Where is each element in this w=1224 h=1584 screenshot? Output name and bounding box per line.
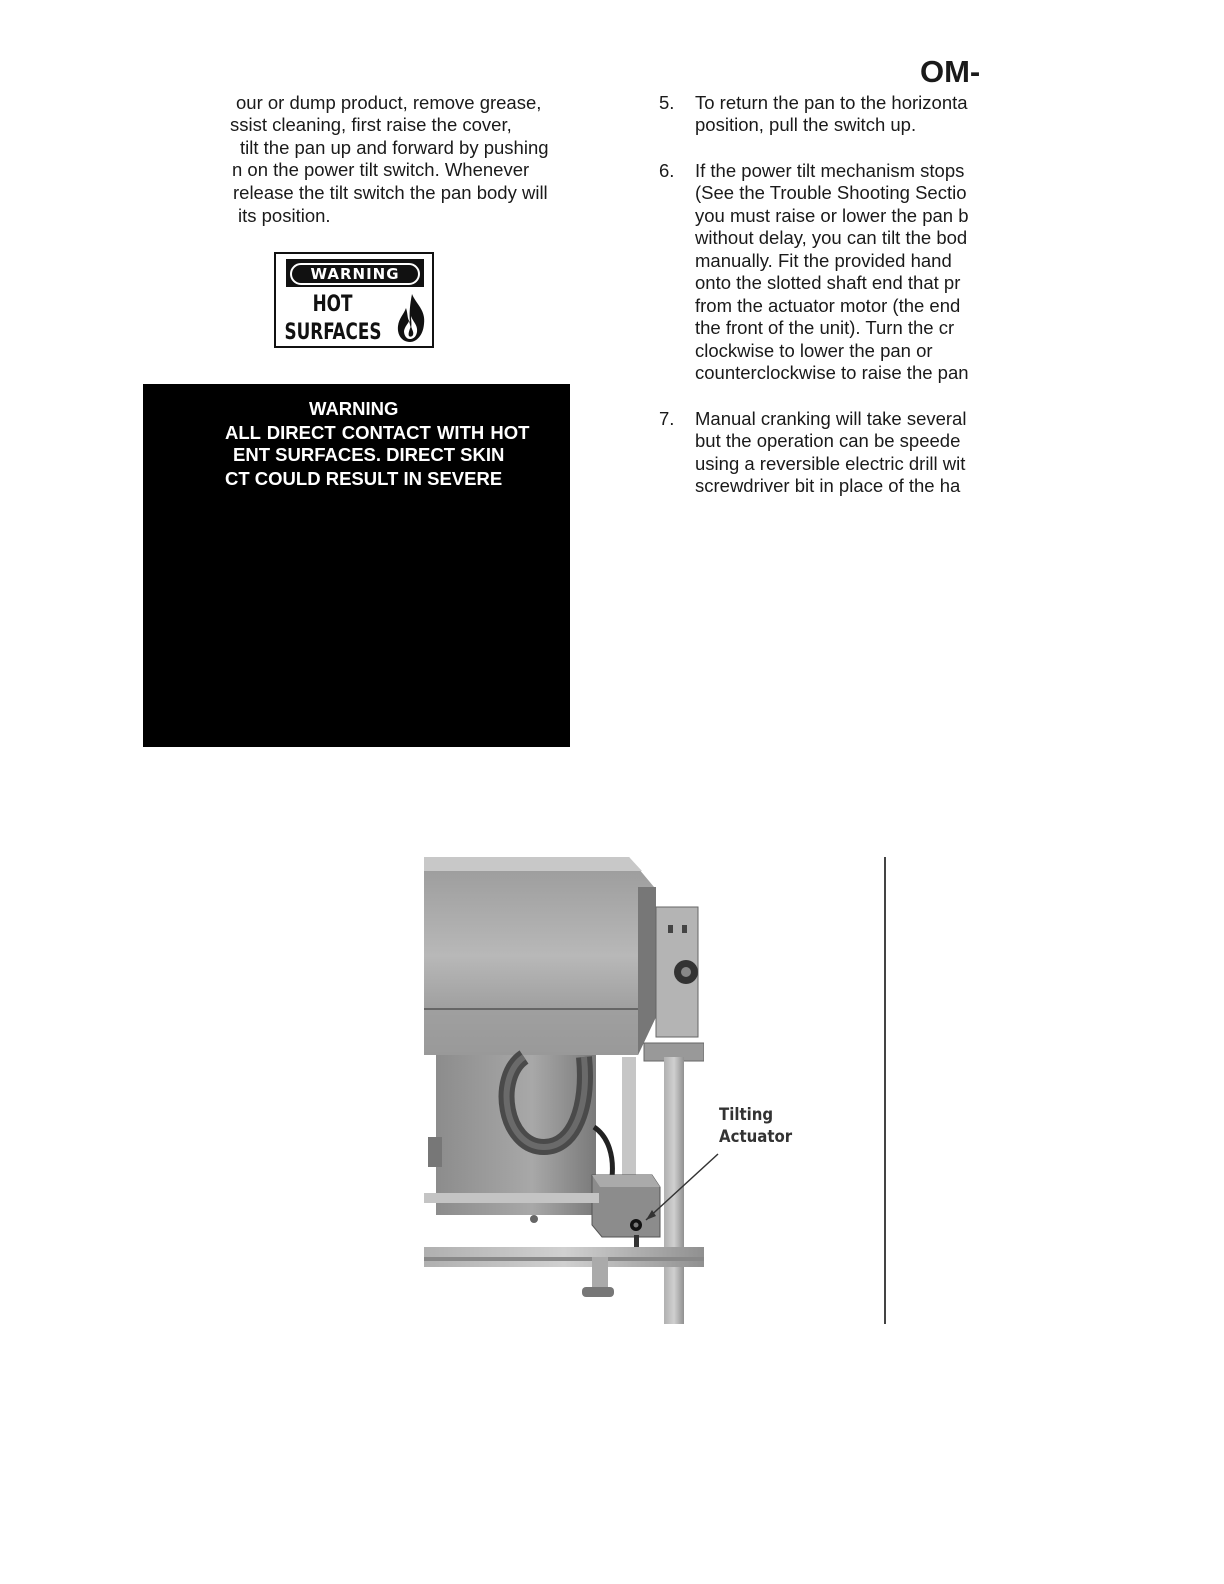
list-line: onto the slotted shaft end that pr xyxy=(695,272,961,293)
text-line: tilt the pan up and forward by pushing xyxy=(240,137,549,158)
list-line: using a reversible electric drill wit xyxy=(695,453,966,474)
text-line: its position. xyxy=(238,205,331,226)
warning-banner-label: WARNING xyxy=(290,263,420,285)
text-line: release the tilt switch the pan body will xyxy=(233,182,548,203)
list-line: from the actuator motor (the end xyxy=(695,295,961,316)
list-line: manually. Fit the provided hand xyxy=(695,250,952,271)
text-line: n on the power tilt switch. Whenever xyxy=(232,159,530,180)
warning-box-line: CT COULD RESULT IN SEVERE xyxy=(225,468,503,489)
callout-label-line1: Tilting xyxy=(719,1105,774,1125)
warning-box-line: ENT SURFACES. DIRECT SKIN xyxy=(233,444,505,465)
text-line: ssist cleaning, first raise the cover, xyxy=(230,114,512,135)
text-line: our or dump product, remove grease, xyxy=(236,92,542,113)
list-line: you must raise or lower the pan b xyxy=(695,205,969,226)
sign-line-hot: HOT xyxy=(312,292,353,317)
list-number: 6. xyxy=(659,160,675,181)
warning-box-title: WARNING xyxy=(309,398,399,419)
hot-surfaces-sign xyxy=(274,252,434,348)
list-line: counterclockwise to raise the pan xyxy=(695,362,969,383)
sign-line-surfaces: SURFACES xyxy=(284,320,382,345)
list-line: position, pull the switch up. xyxy=(695,114,917,135)
list-line: the front of the unit). Turn the cr xyxy=(695,317,955,338)
list-line: If the power tilt mechanism stops xyxy=(695,160,965,181)
document-code: OM- xyxy=(920,54,981,89)
callout-label-line2: Actuator xyxy=(719,1127,793,1147)
flame-icon xyxy=(394,292,430,344)
equipment-illustration xyxy=(424,857,704,1324)
list-line: Manual cranking will take several xyxy=(695,408,967,429)
list-line: screwdriver bit in place of the ha xyxy=(695,475,961,496)
warning-banner xyxy=(286,259,424,287)
list-line: clockwise to lower the pan or xyxy=(695,340,933,361)
list-line: but the operation can be speede xyxy=(695,430,961,451)
list-line: To return the pan to the horizonta xyxy=(695,92,968,113)
callout-leader-line xyxy=(640,1150,730,1230)
vertical-divider xyxy=(884,857,886,1324)
list-number: 5. xyxy=(659,92,675,113)
list-line: (See the Trouble Shooting Sectio xyxy=(695,182,967,203)
warning-box-line: ALL DIRECT CONTACT WITH HOT xyxy=(225,422,530,443)
tilting-actuator-photo xyxy=(424,857,704,1324)
list-number: 7. xyxy=(659,408,675,429)
list-line: without delay, you can tilt the bod xyxy=(695,227,968,248)
warning-box xyxy=(143,384,570,747)
